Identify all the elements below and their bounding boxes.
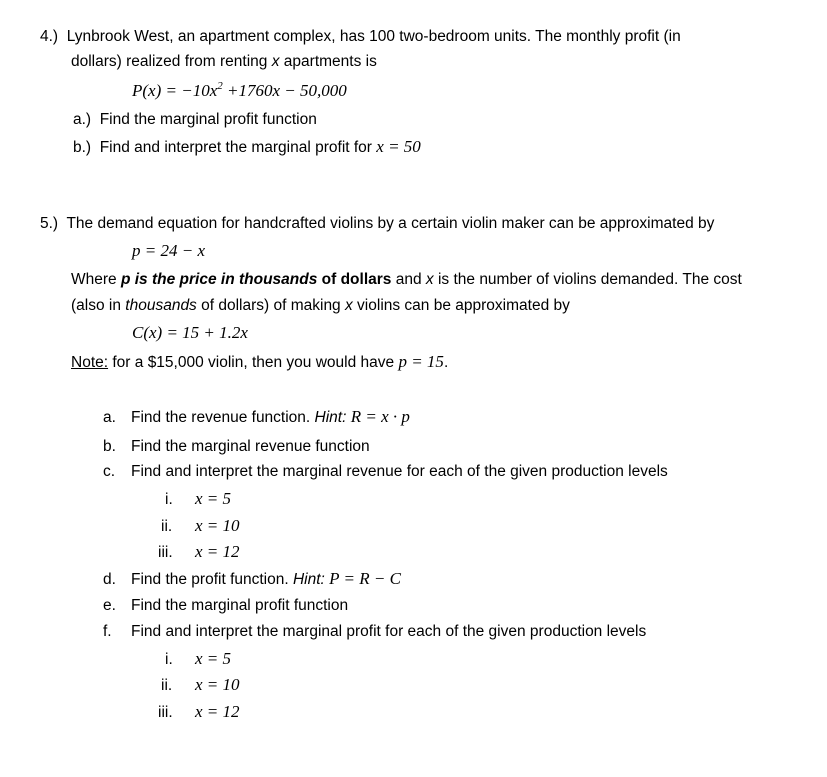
part-5c-ii-math: x = 10	[195, 516, 240, 535]
problem-4-part-b	[73, 137, 421, 158]
where-text-f: x	[425, 271, 434, 288]
note-end: .	[443, 354, 449, 371]
part-5e	[103, 596, 348, 616]
part-5f-i	[165, 649, 231, 670]
part-5e-text: Find the marginal profit function	[131, 597, 349, 614]
where-text-d: of dollars	[317, 271, 392, 288]
part-5c-label: c.	[103, 463, 116, 480]
part-5c-ii	[161, 516, 240, 537]
part-5c-iii	[158, 542, 240, 563]
part-5a-hint: Hint:	[314, 409, 351, 426]
cost-equation: C(x) = 15 + 1.2x	[132, 323, 248, 342]
part-5f-ii-label: ii.	[161, 677, 173, 694]
part-5b-label: b.	[103, 438, 116, 455]
problem-4-text-1: Lynbrook West, an apartment complex, has 100 two-bedroom units. The monthly profit (in	[66, 28, 681, 45]
part-a-label: a.)	[73, 111, 92, 128]
part-5f-ii	[161, 675, 240, 696]
part-b-text: Find and interpret the marginal profit for	[99, 139, 377, 156]
part-5c	[103, 462, 668, 482]
part-5f-text: Find and interpret the marginal profit for each of the given production levels	[131, 623, 647, 640]
part-5c-iii-math: x = 12	[195, 542, 240, 561]
part-5f-ii-math: x = 10	[195, 675, 240, 694]
note-math: p = 15	[398, 352, 444, 371]
profit-equation-rhs: +1760x − 50,000	[222, 81, 347, 100]
part-5a-text: Find the revenue function.	[131, 409, 315, 426]
profit-equation-mid: = −10x	[161, 81, 218, 100]
problem-5-text-1: The demand equation for handcrafted violins by a certain violin maker can be approximated by	[66, 215, 715, 232]
where-text-e: and	[391, 271, 426, 288]
part-5a	[103, 407, 410, 428]
problem-5-line-1	[40, 214, 714, 234]
profit-equation-lhs: P(x)	[132, 81, 162, 100]
profit-equation	[132, 81, 347, 101]
part-b-math: x = 50	[376, 137, 421, 156]
part-5f-iii-label: iii.	[158, 704, 173, 721]
part-5d-math: P = R − C	[329, 569, 401, 588]
problem-4-part-a	[73, 110, 317, 130]
part-5b-text: Find the marginal revenue function	[131, 438, 370, 455]
part-5f	[103, 622, 646, 642]
part-5f-iii	[158, 702, 240, 723]
note-line	[71, 352, 448, 373]
problem-4-number: 4.)	[40, 28, 59, 45]
part-5d-label: d.	[103, 571, 116, 588]
problem-4-line-2	[71, 52, 377, 72]
part-5c-i-label: i.	[165, 491, 173, 508]
where-text-a: Where	[71, 271, 121, 288]
part-5e-label: e.	[103, 597, 116, 614]
part-5f-label: f.	[103, 623, 112, 640]
problem-4-text-2a: dollars) realized from renting	[71, 53, 272, 70]
problem-4-text-2b: apartments is	[279, 53, 377, 70]
problem-5-number: 5.)	[40, 215, 59, 232]
part-5f-iii-math: x = 12	[195, 702, 240, 721]
part-5b	[103, 437, 370, 457]
problem-5-cost-line	[71, 296, 570, 316]
part-5c-iii-label: iii.	[158, 544, 173, 561]
problem-4-var-x: x	[271, 53, 280, 70]
problem-5-where-line	[71, 270, 742, 290]
cost-text-b: thousands	[125, 297, 197, 314]
cost-text-d: x	[345, 297, 353, 314]
where-text-g: is the number of violins demanded. The cost	[433, 271, 742, 288]
part-5c-i	[165, 489, 231, 510]
demand-equation: p = 24 − x	[132, 241, 205, 260]
part-5c-ii-label: ii.	[161, 518, 173, 535]
note-text: for a $15,000 violin, then you would have	[108, 354, 399, 371]
where-text-c: thousands	[238, 271, 318, 288]
part-5d-text: Find the profit function.	[131, 571, 293, 588]
part-5d	[103, 569, 401, 590]
part-5c-text: Find and interpret the marginal revenue for each of the given production levels	[131, 463, 668, 480]
part-5f-i-math: x = 5	[195, 649, 232, 668]
part-5f-i-label: i.	[165, 651, 173, 668]
part-5c-i-math: x = 5	[195, 489, 232, 508]
part-5d-hint: Hint:	[292, 571, 330, 588]
part-b-label: b.)	[73, 139, 92, 156]
where-text-b: p is the price in	[120, 271, 239, 288]
part-5a-label: a.	[103, 409, 116, 426]
problem-4-line-1	[40, 27, 681, 47]
cost-text-e: violins can be approximated by	[352, 297, 570, 314]
part-a-text: Find the marginal profit function	[99, 111, 317, 128]
cost-text-a: (also in	[71, 297, 126, 314]
profit-equation-exp: 2	[217, 80, 223, 92]
part-5a-math: R = x · p	[350, 407, 410, 426]
cost-text-c: of dollars) of making	[196, 297, 345, 314]
note-label: Note:	[71, 354, 109, 371]
